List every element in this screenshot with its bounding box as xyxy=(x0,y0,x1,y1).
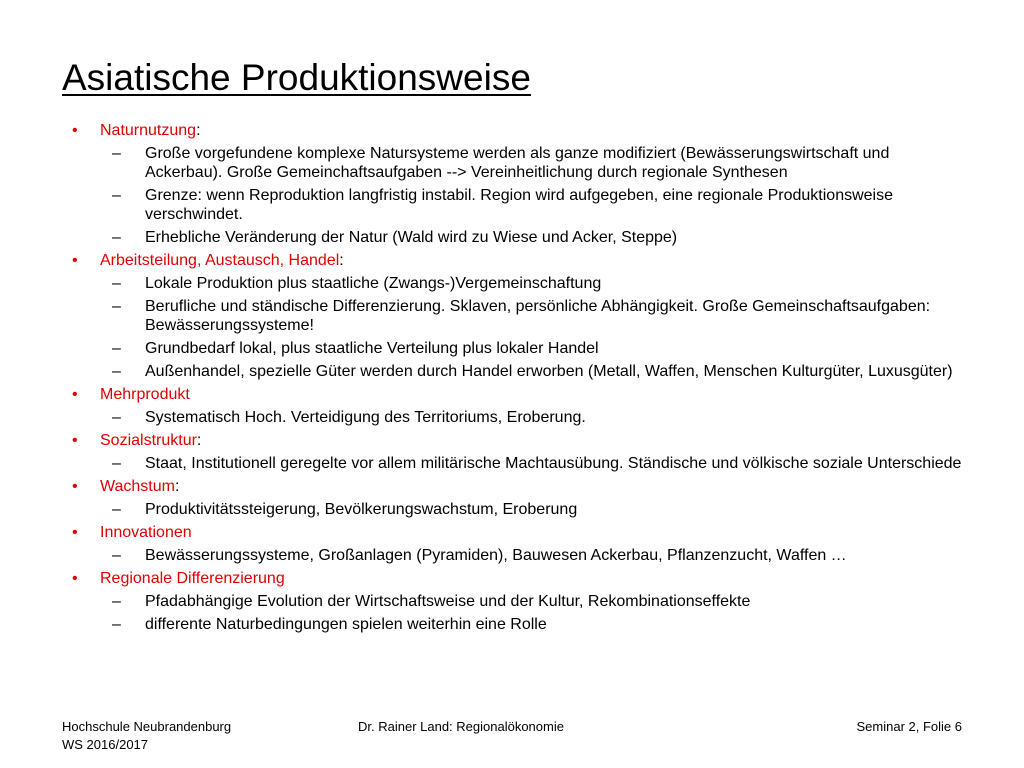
section xyxy=(62,477,967,519)
section-heading-suffix: : xyxy=(196,122,201,139)
bullet-icon: • xyxy=(72,122,78,139)
sub-item xyxy=(62,546,967,565)
bullet-icon: • xyxy=(72,524,78,541)
sub-item xyxy=(62,408,967,427)
slide-title: Asiatische Produktionsweise xyxy=(62,57,531,98)
section xyxy=(62,523,967,565)
bullet-icon: • xyxy=(72,570,78,587)
sub-item xyxy=(62,228,967,247)
sub-item-text: Große vorgefundene komplexe Natursysteme werden als ganze modifiziert (Bewässerungswirtschaft und Ackerbau). Große Gemeinchaftsaufgaben --> Vereinheitlichung durch regionale Synthesen xyxy=(145,145,890,181)
section-heading xyxy=(62,569,967,588)
dash-icon: – xyxy=(112,229,121,246)
dash-icon: – xyxy=(112,363,121,380)
bullet-icon: • xyxy=(72,252,78,269)
section-heading xyxy=(62,251,967,270)
footer-institution xyxy=(62,718,231,754)
section-heading-label: Wachstum xyxy=(100,478,175,495)
dash-icon: – xyxy=(112,547,121,564)
section-heading xyxy=(62,385,967,404)
section-heading xyxy=(62,477,967,496)
footer-institution-name: Hochschule Neubrandenburg xyxy=(62,719,232,734)
section-heading-label: Naturnutzung xyxy=(100,122,197,139)
dash-icon: – xyxy=(112,187,121,204)
sub-item xyxy=(62,144,967,182)
section-heading-label: Innovationen xyxy=(100,524,192,541)
section-heading-label: Sozialstruktur xyxy=(100,432,197,449)
section-heading-label: Regionale Differenzierung xyxy=(100,570,285,587)
bullet-icon: • xyxy=(72,386,78,403)
section xyxy=(62,121,967,247)
sub-item-text: Pfadabhängige Evolution der Wirtschaftsweise und der Kultur, Rekombinationseffekte xyxy=(145,593,751,610)
section xyxy=(62,251,967,381)
dash-icon: – xyxy=(112,275,121,292)
sub-item xyxy=(62,500,967,519)
section-heading-label: Arbeitsteilung, Austausch, Handel xyxy=(100,252,340,269)
footer-slide-number: Seminar 2, Folie 6 xyxy=(856,719,962,734)
slide-content xyxy=(62,121,967,634)
section-heading-label: Mehrprodukt xyxy=(100,386,190,403)
bullet-icon: • xyxy=(72,432,78,449)
sub-item-text: Produktivitätssteigerung, Bevölkerungswachstum, Eroberung xyxy=(145,501,578,518)
sub-item-text: Systematisch Hoch. Verteidigung des Territoriums, Eroberung. xyxy=(145,409,586,426)
footer-author: Dr. Rainer Land: Regionalökonomie xyxy=(358,719,564,734)
section-heading-suffix: : xyxy=(174,478,180,495)
dash-icon: – xyxy=(112,298,121,315)
sub-item xyxy=(62,592,967,611)
sub-item-text: Grundbedarf lokal, plus staatliche Verteilung plus lokaler Handel xyxy=(145,340,599,357)
sub-item-text: differente Naturbedingungen spielen weiterhin eine Rolle xyxy=(145,616,547,633)
sub-item xyxy=(62,615,967,634)
dash-icon: – xyxy=(112,340,121,357)
section xyxy=(62,385,967,427)
section xyxy=(62,431,967,473)
dash-icon: – xyxy=(112,616,121,633)
sub-item-text: Grenze: wenn Reproduktion langfristig instabil. Region wird aufgegeben, eine regionale Produktionsweise verschwindet. xyxy=(145,187,894,223)
sub-item-text: Bewässerungssysteme, Großanlagen (Pyramiden), Bauwesen Ackerbau, Pflanzenzucht, Waffen … xyxy=(145,547,847,564)
sub-item-text: Berufliche und ständische Differenzierung. Sklaven, persönliche Abhängigkeit. Große Gemeinschaftsaufgaben: Bewässerungssysteme! xyxy=(145,298,931,334)
sub-item xyxy=(62,454,967,473)
sub-item-text: Staat, Institutionell geregelte vor allem militärische Machtausübung. Ständische und völkische soziale Unterschiede xyxy=(145,455,962,472)
sub-item xyxy=(62,339,967,358)
sub-item-text: Außenhandel, spezielle Güter werden durch Handel erworben (Metall, Waffen, Menschen Kulturgüter, Luxusgüter) xyxy=(145,363,953,380)
section-heading-suffix: : xyxy=(339,252,344,269)
section-heading-suffix: : xyxy=(196,432,202,449)
sub-item-text: Erhebliche Veränderung der Natur (Wald wird zu Wiese und Acker, Steppe) xyxy=(145,229,678,246)
sub-item xyxy=(62,186,967,224)
sub-item xyxy=(62,274,967,293)
section-heading xyxy=(62,523,967,542)
dash-icon: – xyxy=(112,455,121,472)
sub-item-text: Lokale Produktion plus staatliche (Zwangs-)Vergemeinschaftung xyxy=(145,275,602,292)
dash-icon: – xyxy=(112,593,121,610)
footer-semester: WS 2016/2017 xyxy=(62,737,149,752)
dash-icon: – xyxy=(112,501,121,518)
dash-icon: – xyxy=(112,145,121,162)
section-heading xyxy=(62,121,967,140)
sub-item xyxy=(62,362,967,381)
dash-icon: – xyxy=(112,409,121,426)
section-heading xyxy=(62,431,967,450)
sub-item xyxy=(62,297,967,335)
bullet-icon: • xyxy=(72,478,78,495)
section xyxy=(62,569,967,634)
